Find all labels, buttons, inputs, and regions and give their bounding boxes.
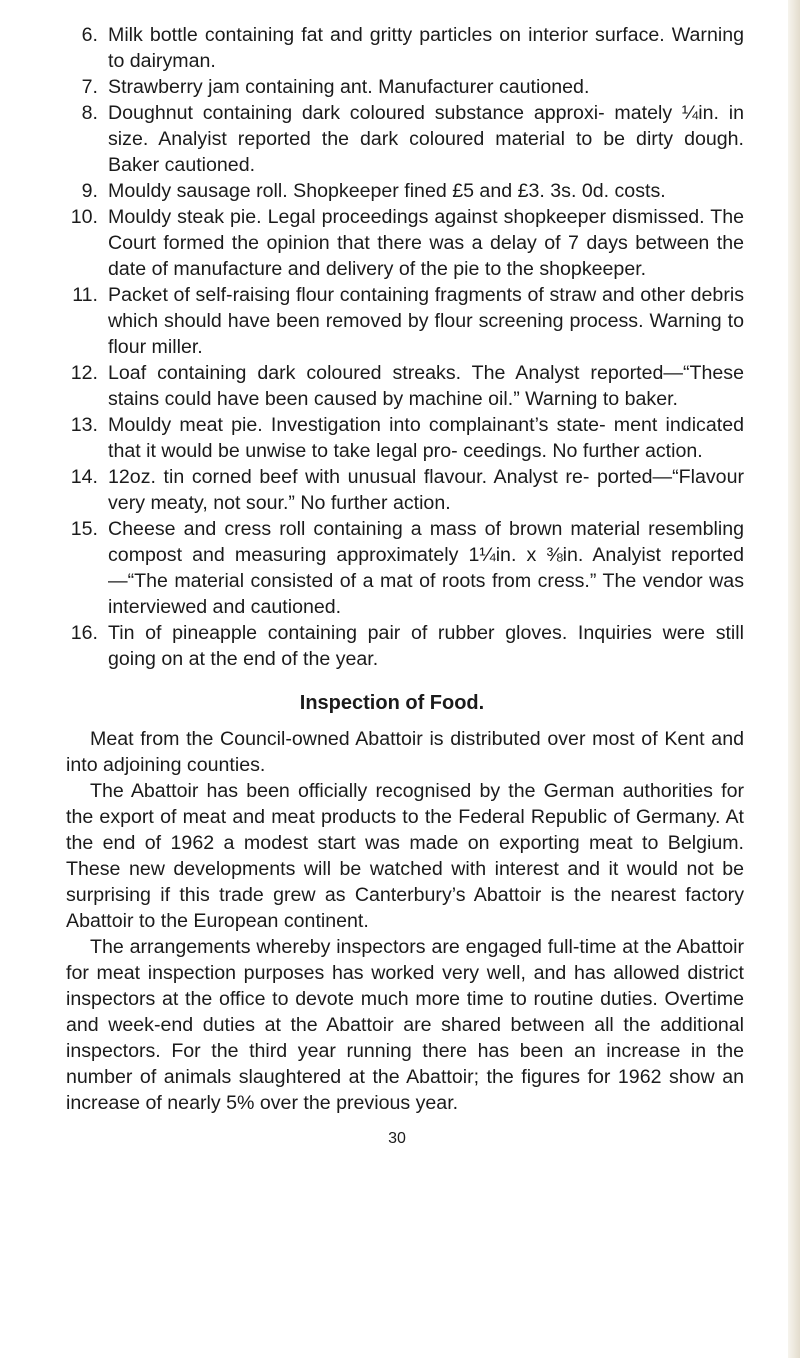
- item-text: Mouldy sausage roll. Shopkeeper fined £5 and £3. 3s. 0d. costs.: [108, 180, 666, 202]
- item-text: Doughnut containing dark coloured substance approxi- mately ¼in. in size. Analyist reported the dark coloured material to be dirty dough. Baker cautioned.: [108, 102, 744, 176]
- section-heading: Inspection of Food.: [299, 692, 485, 714]
- item-number: 7.: [81, 76, 98, 98]
- item-number: 14.: [70, 466, 98, 488]
- item-text: Milk bottle containing fat and gritty particles on interior surface. Warning to dairyman.: [108, 24, 744, 72]
- list-item: [56, 620, 744, 672]
- list-item: [56, 516, 744, 620]
- list-item: [56, 464, 744, 516]
- item-text: Loaf containing dark coloured streaks. The Analyst reported—“These stains could have been caused by machine oil.” Warning to baker.: [108, 362, 744, 410]
- body-paragraph: The Abattoir has been officially recognised by the German authorities for the export of meat and meat products to the Federal Republic of Germany. At the end of 1962 a modest start was made on exporting meat to Belgium. These new developments will be watched with interest and it would not be surprising if this trade grew as Canterbury’s Abattoir is the nearest factory Abattoir to the European continent.: [66, 780, 744, 932]
- item-text: Strawberry jam containing ant. Manufacturer cautioned.: [108, 76, 590, 98]
- item-number: 9.: [81, 180, 98, 202]
- item-number: 11.: [72, 284, 98, 306]
- item-text: 12oz. tin corned beef with unusual flavour. Analyst re- ported—“Flavour very meaty, not sour.” No further action.: [108, 466, 744, 514]
- item-text: Tin of pineapple containing pair of rubber gloves. Inquiries were still going on at the end of the year.: [108, 622, 744, 670]
- item-number: 13.: [70, 414, 98, 436]
- item-text: Mouldy meat pie. Investigation into complainant’s state- ment indicated that it would be unwise to take legal pro- ceedings. No further action.: [108, 414, 744, 462]
- item-text: Mouldy steak pie. Legal proceedings against shopkeeper dismissed. The Court formed the opinion that there was a delay of 7 days between the date of manufacture and delivery of the pie to the shopkeeper.: [108, 206, 744, 280]
- list-item: [56, 178, 744, 204]
- complaint-list: [0, 22, 784, 672]
- item-number: 16.: [70, 622, 98, 644]
- list-item: [56, 282, 744, 360]
- body-paragraph: The arrangements whereby inspectors are engaged full-time at the Abattoir for meat inspection purposes has worked very well, and has allowed district inspectors at the office to devote much more time to routine duties. Overtime and week-end duties at the Abattoir are shared between all the additional inspectors. For the third year running there has been an increase in the number of animals slaughtered at the Abattoir; the figures for 1962 show an increase of nearly 5% over the previous year.: [66, 936, 744, 1114]
- document-page: [0, 22, 784, 1152]
- body-paragraph: Meat from the Council-owned Abattoir is distributed over most of Kent and into adjoining counties.: [66, 728, 744, 776]
- list-item: [56, 360, 744, 412]
- item-text: Packet of self-raising flour containing fragments of straw and other debris which should have been removed by flour screening process. Warning to flour miller.: [108, 284, 744, 358]
- item-number: 10.: [70, 206, 98, 228]
- list-item: [56, 412, 744, 464]
- page-number: 30: [388, 1130, 406, 1147]
- list-item: [56, 22, 744, 74]
- list-item: [56, 74, 744, 100]
- item-text: Cheese and cress roll containing a mass of brown material resembling compost and measuring approximately 1¼in. x ⅜in. Analyist reported—“The material consisted of a mat of roots from cress.” The vendor was interviewed and cautioned.: [108, 518, 744, 618]
- item-number: 6.: [81, 24, 98, 46]
- list-item: [56, 100, 744, 178]
- item-number: 8.: [81, 102, 98, 124]
- item-number: 12.: [70, 362, 98, 384]
- item-number: 15.: [70, 518, 98, 540]
- list-item: [56, 204, 744, 282]
- page-edge: [788, 0, 800, 1358]
